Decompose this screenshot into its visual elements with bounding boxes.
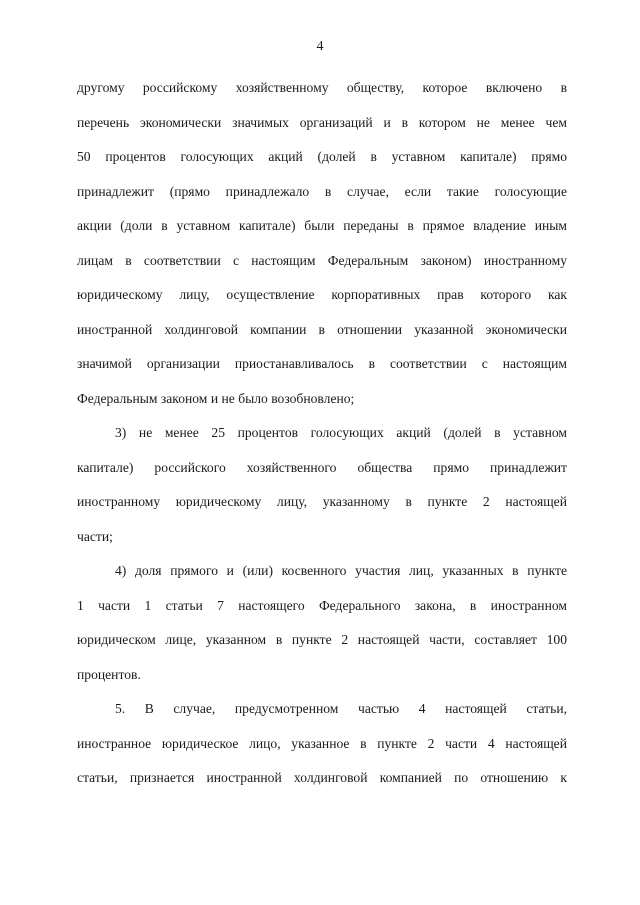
text-line: иностранной холдинговой компании в отношении указанной экономически bbox=[77, 321, 567, 337]
text-line: 1 части 1 статьи 7 настоящего Федерального закона, в иностранном bbox=[77, 597, 567, 613]
text-line: иностранное юридическое лицо, указанное в пункте 2 части 4 настоящей bbox=[77, 735, 567, 751]
text-line: Федеральным законом и не было возобновлено; bbox=[77, 390, 355, 406]
text-line: 4) доля прямого и (или) косвенного участия лиц, указанных в пункте bbox=[115, 563, 567, 578]
text-line: процентов. bbox=[77, 666, 141, 682]
text-line: лицам в соответствии с настоящим Федеральным законом) иностранному bbox=[77, 252, 567, 268]
text-line: капитале) российского хозяйственного общества прямо принадлежит bbox=[77, 459, 567, 475]
text-line: 5. В случае, предусмотренном частью 4 настоящей статьи, bbox=[115, 701, 567, 716]
text-line: юридическому лицу, осуществление корпоративных прав которого как bbox=[77, 287, 567, 302]
text-line: юридическом лице, указанном в пункте 2 настоящей части, составляет 100 bbox=[77, 632, 567, 647]
text-line: иностранному юридическому лицу, указанному в пункте 2 настоящей bbox=[77, 494, 567, 509]
text-line: 50 процентов голосующих акций (долей в уставном капитале) прямо bbox=[77, 149, 567, 164]
text-line: акции (доли в уставном капитале) были переданы в прямое владение иным bbox=[77, 218, 567, 233]
text-line: части; bbox=[77, 528, 113, 544]
text-line: статьи, признается иностранной холдинговой компанией по отношению к bbox=[77, 770, 567, 785]
body-text bbox=[77, 78, 567, 803]
text-line: значимой организации приостанавливалось в соответствии с настоящим bbox=[77, 356, 567, 371]
text-line: принадлежит (прямо принадлежало в случае, если такие голосующие bbox=[77, 183, 567, 199]
page-number: 4 bbox=[316, 39, 324, 54]
text-line: другому российскому хозяйственному обществу, которое включено в bbox=[77, 80, 567, 95]
text-line: перечень экономически значимых организаций и в котором не менее чем bbox=[77, 114, 567, 130]
text-line: 3) не менее 25 процентов голосующих акций (долей в уставном bbox=[115, 425, 567, 440]
